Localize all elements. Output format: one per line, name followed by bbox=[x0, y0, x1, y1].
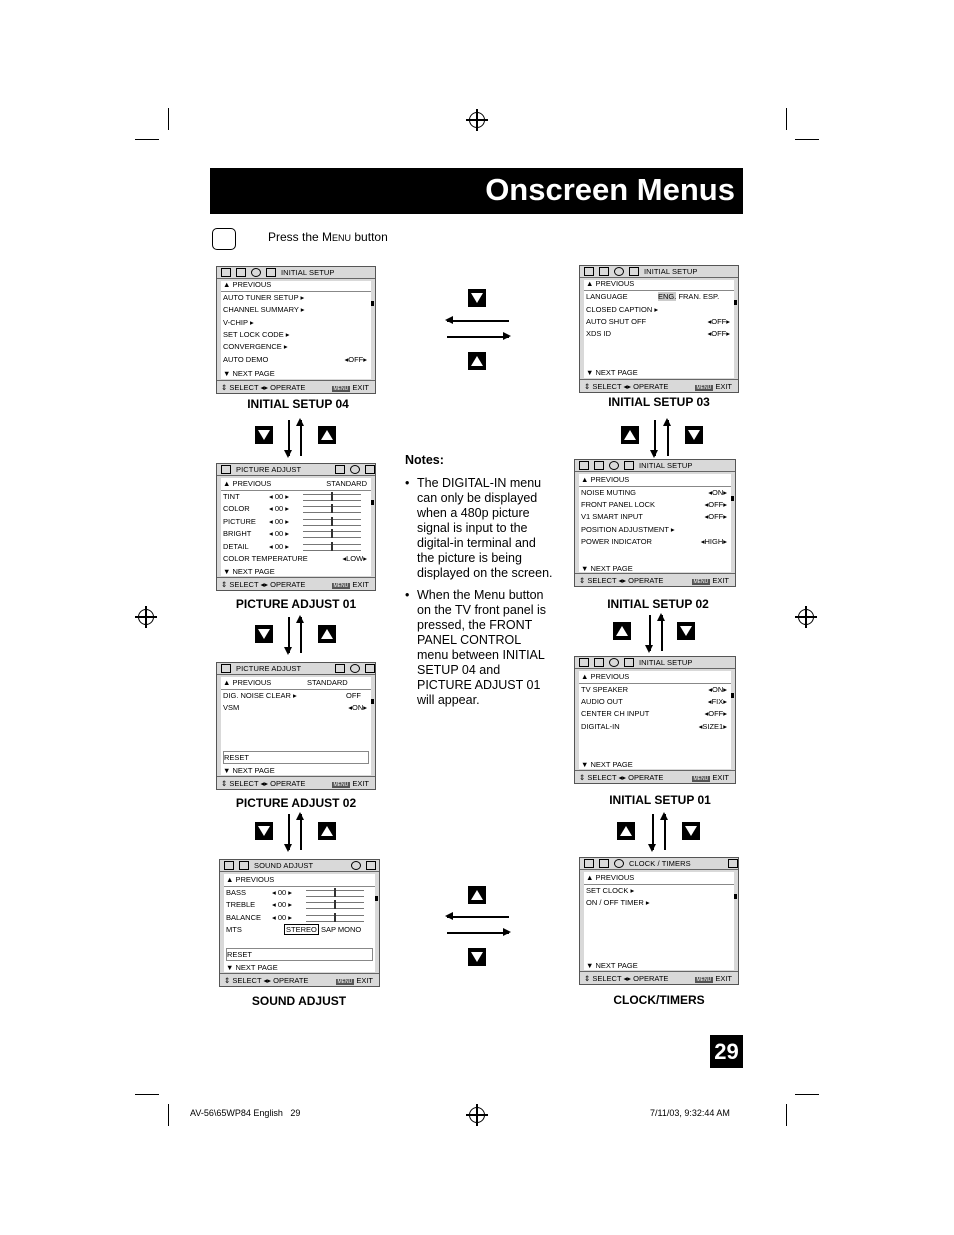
menu-item[interactable]: ON / OFF TIMER ▸ bbox=[586, 898, 650, 907]
arrow-up-icon bbox=[664, 814, 666, 850]
menu-item[interactable]: CONVERGENCE ▸ bbox=[223, 342, 288, 351]
setup-icon bbox=[365, 664, 375, 673]
crop-mark bbox=[135, 1094, 159, 1095]
sound-tab-icon bbox=[239, 861, 249, 870]
setup-icon bbox=[266, 268, 276, 277]
crop-mark bbox=[168, 1104, 169, 1126]
caption-initial-setup-01: INITIAL SETUP 01 bbox=[609, 793, 711, 807]
crop-mark bbox=[795, 1094, 819, 1095]
menu-item[interactable]: V-CHIP ▸ bbox=[223, 318, 254, 327]
menu-item[interactable]: AUTO TUNER SETUP ▸ bbox=[223, 293, 305, 302]
slider-row[interactable]: TINT ◂ 00 ▸ bbox=[223, 491, 369, 502]
menu-tab-icon bbox=[599, 267, 609, 276]
menu-item[interactable]: CHANNEL SUMMARY ▸ bbox=[223, 305, 305, 314]
menu-tab-icon bbox=[579, 658, 589, 667]
menu-tab-icon bbox=[599, 859, 609, 868]
crop-mark bbox=[786, 1104, 787, 1126]
arrow-up-icon bbox=[667, 420, 669, 456]
menu-tab-icon bbox=[335, 465, 345, 474]
menu-item[interactable]: CENTER CH INPUT ◂OFF▸ bbox=[581, 709, 727, 718]
press-menu-instruction: Press the MENU button bbox=[268, 230, 388, 244]
arrow-down-icon bbox=[288, 617, 290, 653]
down-button-icon bbox=[255, 625, 273, 643]
registration-mark-icon bbox=[138, 609, 154, 625]
menu-initial-setup-01: INITIAL SETUP ▲ PREVIOUS TV SPEAKER ◂ON▸ AUDIO OUT ◂FIX▸ CENTER CH INPUT ◂OFF▸ DIGITAL-IN ◂SIZE1▸ ▼ NEXT PAGE ⇕ SELECT ◂▸ OPERATE MENU EXIT bbox=[574, 656, 736, 784]
down-button-icon bbox=[468, 289, 486, 307]
arrow-right-icon bbox=[447, 932, 509, 934]
menu-tab-icon bbox=[221, 268, 231, 277]
up-button-icon bbox=[318, 625, 336, 643]
menu-tab-icon bbox=[584, 267, 594, 276]
menu-tab-icon bbox=[594, 461, 604, 470]
arrow-up-icon bbox=[300, 420, 302, 456]
crop-mark bbox=[795, 139, 819, 140]
down-button-icon bbox=[685, 426, 703, 444]
arrow-left-icon bbox=[447, 916, 509, 918]
down-button-icon bbox=[255, 426, 273, 444]
clock-icon bbox=[614, 267, 624, 276]
caption-initial-setup-04: INITIAL SETUP 04 bbox=[247, 397, 349, 411]
up-button-icon bbox=[468, 886, 486, 904]
menu-item[interactable]: NOISE MUTING ◂ON▸ bbox=[581, 488, 727, 497]
clock-icon bbox=[351, 861, 361, 870]
menu-sound-adjust: SOUND ADJUST ▲ PREVIOUS BASS ◂ 00 ▸ TREBLE ◂ 00 ▸ BALANCE ◂ 00 ▸ MTS STEREO SAP MONO RESET ▼ NEXT PAGE ⇕ SELECT ◂▸ OPERATE MENU EXIT bbox=[219, 859, 380, 987]
menu-tab-icon bbox=[335, 664, 345, 673]
menu-initial-setup-03: INITIAL SETUP ▲ PREVIOUS LANGUAGE ENG. FRAN. ESP. CLOSED CAPTION ▸ AUTO SHUT OFF ◂OFF▸ XDS ID ◂OFF▸ ▼ NEXT PAGE ⇕ SELECT ◂▸ OPERATE MENU EXIT bbox=[579, 265, 739, 393]
registration-mark-icon bbox=[469, 1107, 485, 1123]
picture-tab-icon bbox=[221, 465, 231, 474]
caption-picture-adjust-01: PICTURE ADJUST 01 bbox=[235, 597, 357, 611]
crop-mark bbox=[786, 108, 787, 130]
slider-row[interactable]: BALANCE ◂ 00 ▸ bbox=[226, 912, 373, 923]
clock-icon bbox=[350, 465, 360, 474]
menu-picture-adjust-02: PICTURE ADJUST ▲ PREVIOUS STANDARD DIG. NOISE CLEAR ▸ OFF VSM ◂ON▸ RESET ▼ NEXT PAGE ⇕ SELECT ◂▸ OPERATE MENU EXIT bbox=[216, 662, 376, 790]
slider-row[interactable]: TREBLE ◂ 00 ▸ bbox=[226, 899, 373, 910]
menu-item[interactable]: AUTO SHUT OFF ◂OFF▸ bbox=[586, 317, 730, 326]
menu-tab-icon bbox=[236, 268, 246, 277]
notes bbox=[405, 453, 553, 715]
arrow-down-icon bbox=[288, 814, 290, 850]
menu-item[interactable]: COLOR TEMPERATURE ◂LOW▸ bbox=[223, 554, 367, 563]
up-button-icon bbox=[318, 426, 336, 444]
setup-icon bbox=[728, 859, 738, 868]
scroll-indicator-icon bbox=[731, 693, 734, 698]
scroll-indicator-icon bbox=[371, 699, 374, 704]
title-bar bbox=[210, 168, 743, 214]
picture-tab-icon bbox=[221, 664, 231, 673]
slider-row[interactable]: BRIGHT ◂ 00 ▸ bbox=[223, 528, 369, 539]
slider-row[interactable]: COLOR ◂ 00 ▸ bbox=[223, 503, 369, 514]
up-button-icon bbox=[613, 622, 631, 640]
down-button-icon bbox=[255, 822, 273, 840]
note-item: • When the Menu button on the TV front panel is pressed, the FRONT PANEL CONTROL menu between INITIAL SETUP 04 and PICTURE ADJUST 01 will appear. bbox=[405, 588, 553, 708]
scroll-indicator-icon bbox=[371, 500, 374, 505]
up-button-icon bbox=[318, 822, 336, 840]
menu-item[interactable]: AUTO DEMO ◂OFF▸ bbox=[223, 355, 367, 364]
note-item: • The DIGITAL-IN menu can only be displayed when a 480p picture signal is input to the digital-in terminal and the picture is being displayed on the screen. bbox=[405, 476, 553, 581]
reset-button[interactable]: RESET bbox=[223, 751, 369, 764]
up-button-icon bbox=[468, 352, 486, 370]
down-button-icon bbox=[677, 622, 695, 640]
menu-item[interactable]: SET LOCK CODE ▸ bbox=[223, 330, 290, 339]
clock-icon bbox=[609, 658, 619, 667]
down-button-icon bbox=[682, 822, 700, 840]
menu-tab-icon bbox=[579, 461, 589, 470]
menu-item[interactable]: POSITION ADJUSTMENT ▸ bbox=[581, 525, 675, 534]
clock-icon bbox=[614, 859, 624, 868]
page-number: 29 bbox=[710, 1035, 743, 1068]
menu-item[interactable]: SET CLOCK ▸ bbox=[586, 886, 635, 895]
setup-icon bbox=[629, 267, 639, 276]
registration-mark-icon bbox=[798, 609, 814, 625]
menu-item[interactable]: LANGUAGE ENG. FRAN. ESP. bbox=[586, 292, 720, 301]
caption-initial-setup-02: INITIAL SETUP 02 bbox=[607, 597, 709, 611]
footer-file-info: AV-56\65WP84 English 29 bbox=[190, 1108, 301, 1118]
slider-row[interactable]: PICTURE ◂ 00 ▸ bbox=[223, 516, 369, 527]
page-title: Onscreen Menus bbox=[485, 172, 735, 207]
menu-tab-icon bbox=[594, 658, 604, 667]
menu-item[interactable]: VSM ◂ON▸ bbox=[223, 703, 367, 712]
menu-item[interactable]: FRONT PANEL LOCK ◂OFF▸ bbox=[581, 500, 727, 509]
caption-initial-setup-03: INITIAL SETUP 03 bbox=[608, 395, 710, 409]
menu-item[interactable]: DIGITAL-IN ◂SIZE1▸ bbox=[581, 722, 727, 731]
slider-row[interactable]: DETAIL ◂ 00 ▸ bbox=[223, 541, 369, 552]
menu-picture-adjust-01: PICTURE ADJUST ▲ PREVIOUS STANDARD TINT ◂ 00 ▸ COLOR ◂ 00 ▸ PICTURE ◂ 00 ▸ BRIGHT ◂ 00 ▸ DETAIL ◂ 00 ▸ COLOR TEMPERATURE ◂LOW▸ ▼ NEXT PAGE ⇕ SELECT ◂▸ OPERATE MENU EXIT bbox=[216, 463, 376, 591]
menu-item[interactable]: CLOSED CAPTION ▸ bbox=[586, 305, 659, 314]
registration-mark-icon bbox=[469, 112, 485, 128]
caption-picture-adjust-02: PICTURE ADJUST 02 bbox=[235, 796, 357, 810]
arrow-right-icon bbox=[447, 336, 509, 338]
setup-icon bbox=[624, 658, 634, 667]
menu-initial-setup-04: INITIAL SETUP ▲ PREVIOUS AUTO TUNER SETUP ▸ CHANNEL SUMMARY ▸ V-CHIP ▸ SET LOCK CODE ▸ CONVERGENCE ▸ AUTO DEMO ◂OFF▸ ▼ NEXT PAGE ⇕ SELECT ◂▸ OPERATE MENU EXIT bbox=[216, 266, 376, 394]
clock-icon bbox=[251, 268, 261, 277]
down-button-icon bbox=[468, 948, 486, 966]
setup-icon bbox=[366, 861, 376, 870]
arrow-down-icon bbox=[649, 615, 651, 651]
up-button-icon bbox=[617, 822, 635, 840]
menu-item[interactable]: TV SPEAKER ◂ON▸ bbox=[581, 685, 727, 694]
caption-sound-adjust: SOUND ADJUST bbox=[251, 994, 347, 1008]
scroll-indicator-icon bbox=[375, 896, 378, 901]
reset-button[interactable]: RESET bbox=[226, 948, 373, 961]
menu-item[interactable]: DIG. NOISE CLEAR ▸ OFF bbox=[223, 691, 361, 700]
arrow-up-icon bbox=[661, 615, 663, 651]
scroll-indicator-icon bbox=[731, 496, 734, 501]
caption-clock-timers: CLOCK/TIMERS bbox=[613, 993, 705, 1007]
menu-item[interactable]: POWER INDICATOR ◂HIGH▸ bbox=[581, 537, 727, 546]
menu-item[interactable]: AUDIO OUT ◂FIX▸ bbox=[581, 697, 727, 706]
clock-icon bbox=[350, 664, 360, 673]
scroll-indicator-icon bbox=[734, 300, 737, 305]
menu-tab-icon bbox=[224, 861, 234, 870]
arrow-down-icon bbox=[654, 420, 656, 456]
arrow-down-icon bbox=[652, 814, 654, 850]
arrow-up-icon bbox=[300, 814, 302, 850]
arrow-up-icon bbox=[300, 617, 302, 653]
crop-mark bbox=[135, 139, 159, 140]
scroll-indicator-icon bbox=[371, 301, 374, 306]
menu-item[interactable]: MTS STEREO SAP MONO bbox=[226, 925, 362, 934]
notes-heading: Notes: bbox=[405, 453, 444, 467]
clock-icon bbox=[609, 461, 619, 470]
up-button-icon bbox=[621, 426, 639, 444]
setup-icon bbox=[365, 465, 375, 474]
arrow-left-icon bbox=[447, 320, 509, 322]
setup-icon bbox=[624, 461, 634, 470]
footer-timestamp: 7/11/03, 9:32:44 AM bbox=[650, 1108, 730, 1118]
hand-press-icon bbox=[212, 228, 236, 250]
slider-row[interactable]: BASS ◂ 00 ▸ bbox=[226, 887, 373, 898]
arrow-down-icon bbox=[288, 420, 290, 456]
menu-clock-timers: CLOCK / TIMERS ▲ PREVIOUS SET CLOCK ▸ ON / OFF TIMER ▸ ▼ NEXT PAGE ⇕ SELECT ◂▸ OPERATE MENU EXIT bbox=[579, 857, 739, 985]
menu-item[interactable]: V1 SMART INPUT ◂OFF▸ bbox=[581, 512, 727, 521]
menu-initial-setup-02: INITIAL SETUP ▲ PREVIOUS NOISE MUTING ◂ON▸ FRONT PANEL LOCK ◂OFF▸ V1 SMART INPUT ◂OFF▸ POSITION ADJUSTMENT ▸ POWER INDICATOR ◂HIGH▸ ▼ NEXT PAGE ⇕ SELECT ◂▸ OPERATE MENU EXIT bbox=[574, 459, 736, 587]
scroll-indicator-icon bbox=[734, 894, 737, 899]
crop-mark bbox=[168, 108, 169, 130]
menu-item[interactable]: XDS ID ◂OFF▸ bbox=[586, 329, 730, 338]
menu-tab-icon bbox=[584, 859, 594, 868]
